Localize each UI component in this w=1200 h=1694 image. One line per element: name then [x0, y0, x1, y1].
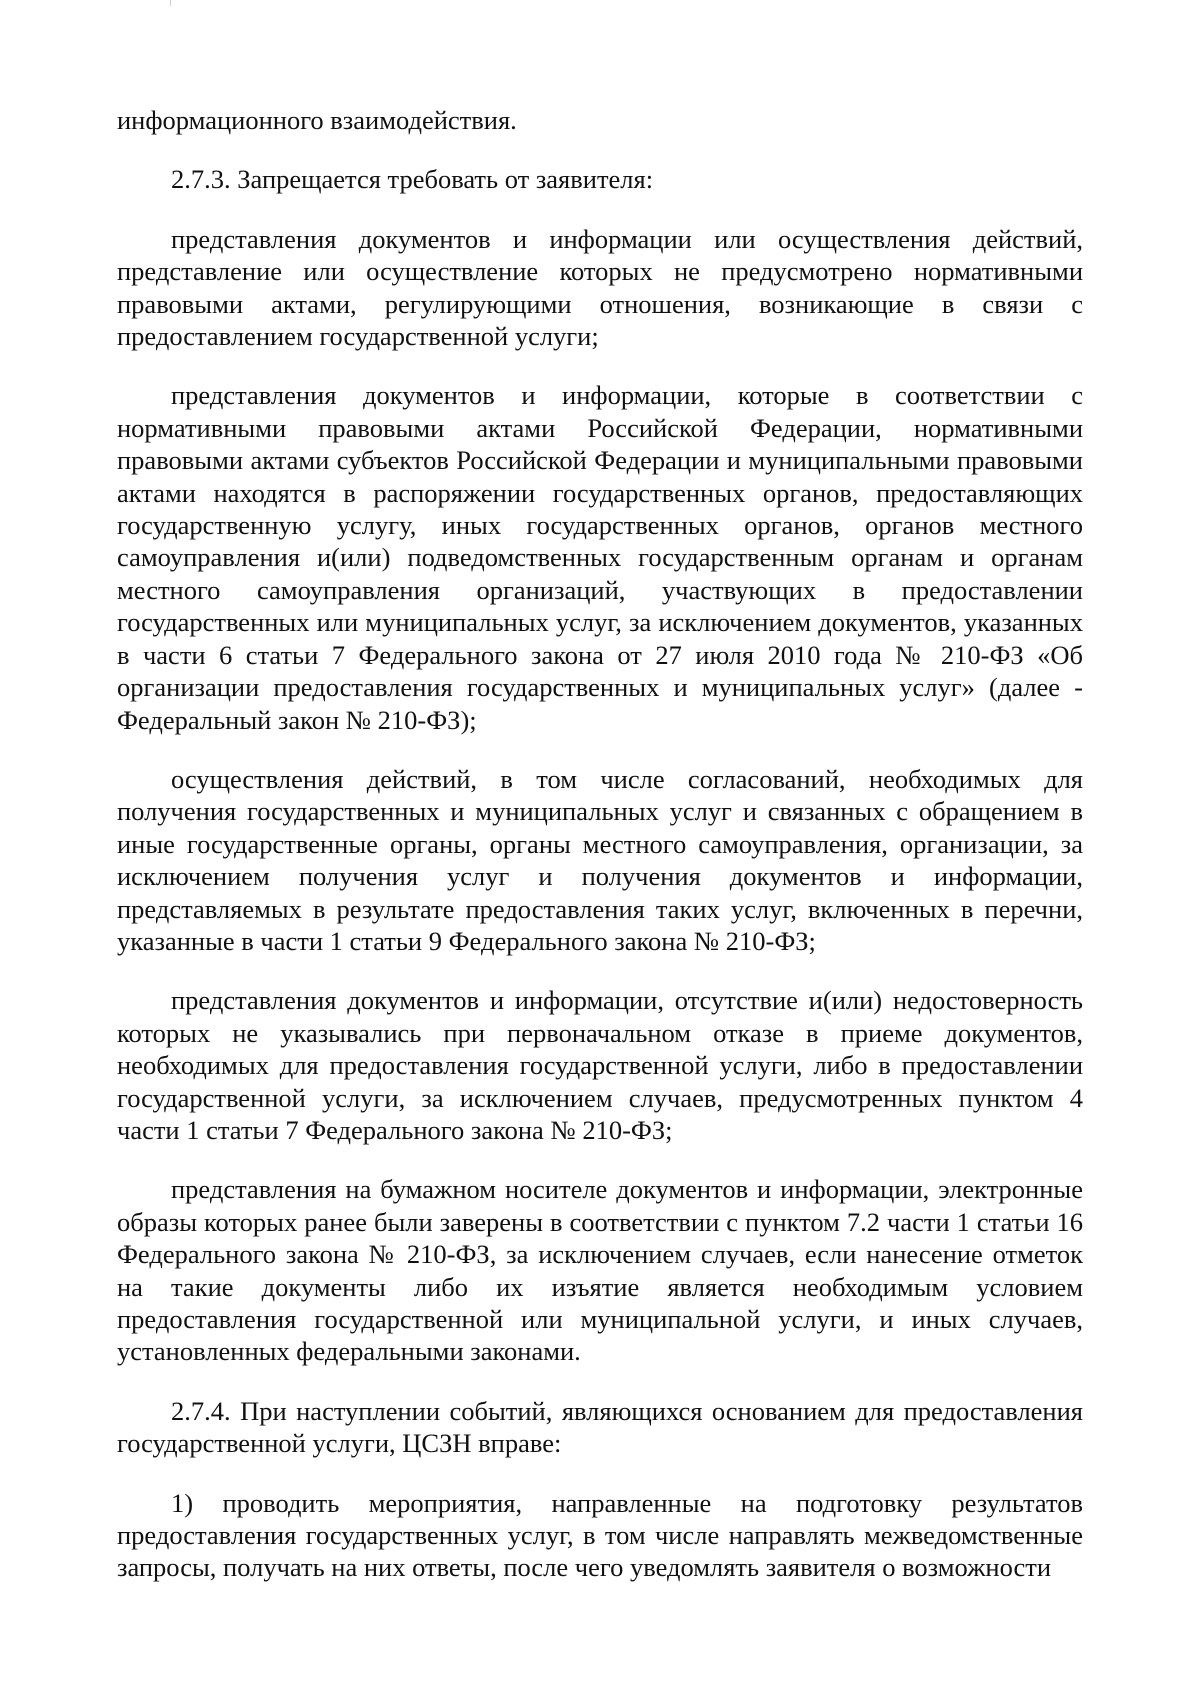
paragraph-item-3: осуществления действий, в том числе согласований, необходимых для получения государственных и муниципальных услуг и связанных с обращением в иные государственные органы, органы местного самоуправления, организации, за исключением получения услуг и получения документов и информации, представляемых в результате предоставления таких услуг, включенных в перечни, указанные в части 1 статьи 9 Федерального закона № 210-ФЗ;: [117, 763, 1083, 956]
paragraph-item-5: представления на бумажном носителе документов и информации, электронные образы которых ранее были заверены в соответствии с пунктом 7.2 части 1 статьи 16 Федерального закона № 210-ФЗ, за исключением случаев, если нанесение отметок на такие документы либо их изъятие является необходимым условием предоставления государственной или муниципальной услуги, и иных случаев, установленных федеральными законами.: [117, 1174, 1083, 1367]
paragraph-subitem-1: 1) проводить мероприятия, направленные на подготовку результатов предоставления государственных услуг, в том числе направлять межведомственные запросы, получать на них ответы, после чего уведомлять заявителя о возможности: [117, 1487, 1083, 1583]
scan-fold-mark: [170, 0, 171, 6]
paragraph-section-2-7-4: 2.7.4. При наступлении событий, являющихся основанием для предоставления государственной услуги, ЦСЗН вправе:: [117, 1395, 1083, 1459]
paragraph-item-2: представления документов и информации, которые в соответствии с нормативными правовыми актами Российской Федерации, нормативными правовыми актами субъектов Российской Федерации и муниципальными правовыми актами находятся в распоряжении государственных органов, предоставляющих государственную услугу, иных государственных органов, органов местного самоуправления и(или) подведомственных государственным органам и органам местного самоуправления организаций, участвующих в предоставлении государственных или муниципальных услуг, за исключением документов, указанных в части 6 статьи 7 Федерального закона от 27 июля 2010 года № 210-ФЗ «Об организации предоставления государственных и муниципальных услуг» (далее - Федеральный закон № 210-ФЗ);: [117, 380, 1083, 735]
paragraph-item-1: представления документов и информации или осуществления действий, представление или осуществление которых не предусмотрено нормативными правовыми актами, регулирующими отношения, возникающие в связи с предоставлением государственной услуги;: [117, 223, 1083, 352]
paragraph-item-4: представления документов и информации, отсутствие и(или) недостоверность которых не указывались при первоначальном отказе в приеме документов, необходимых для предоставления государственной услуги, либо в предоставлении государственной услуги, за исключением случаев, предусмотренных пунктом 4 части 1 статьи 7 Федерального закона № 210-ФЗ;: [117, 985, 1083, 1145]
document-page: [117, 104, 1083, 1611]
paragraph-section-2-7-3: 2.7.3. Запрещается требовать от заявителя:: [171, 164, 654, 195]
paragraph-continuation: информационного взаимодействия.: [117, 105, 517, 135]
